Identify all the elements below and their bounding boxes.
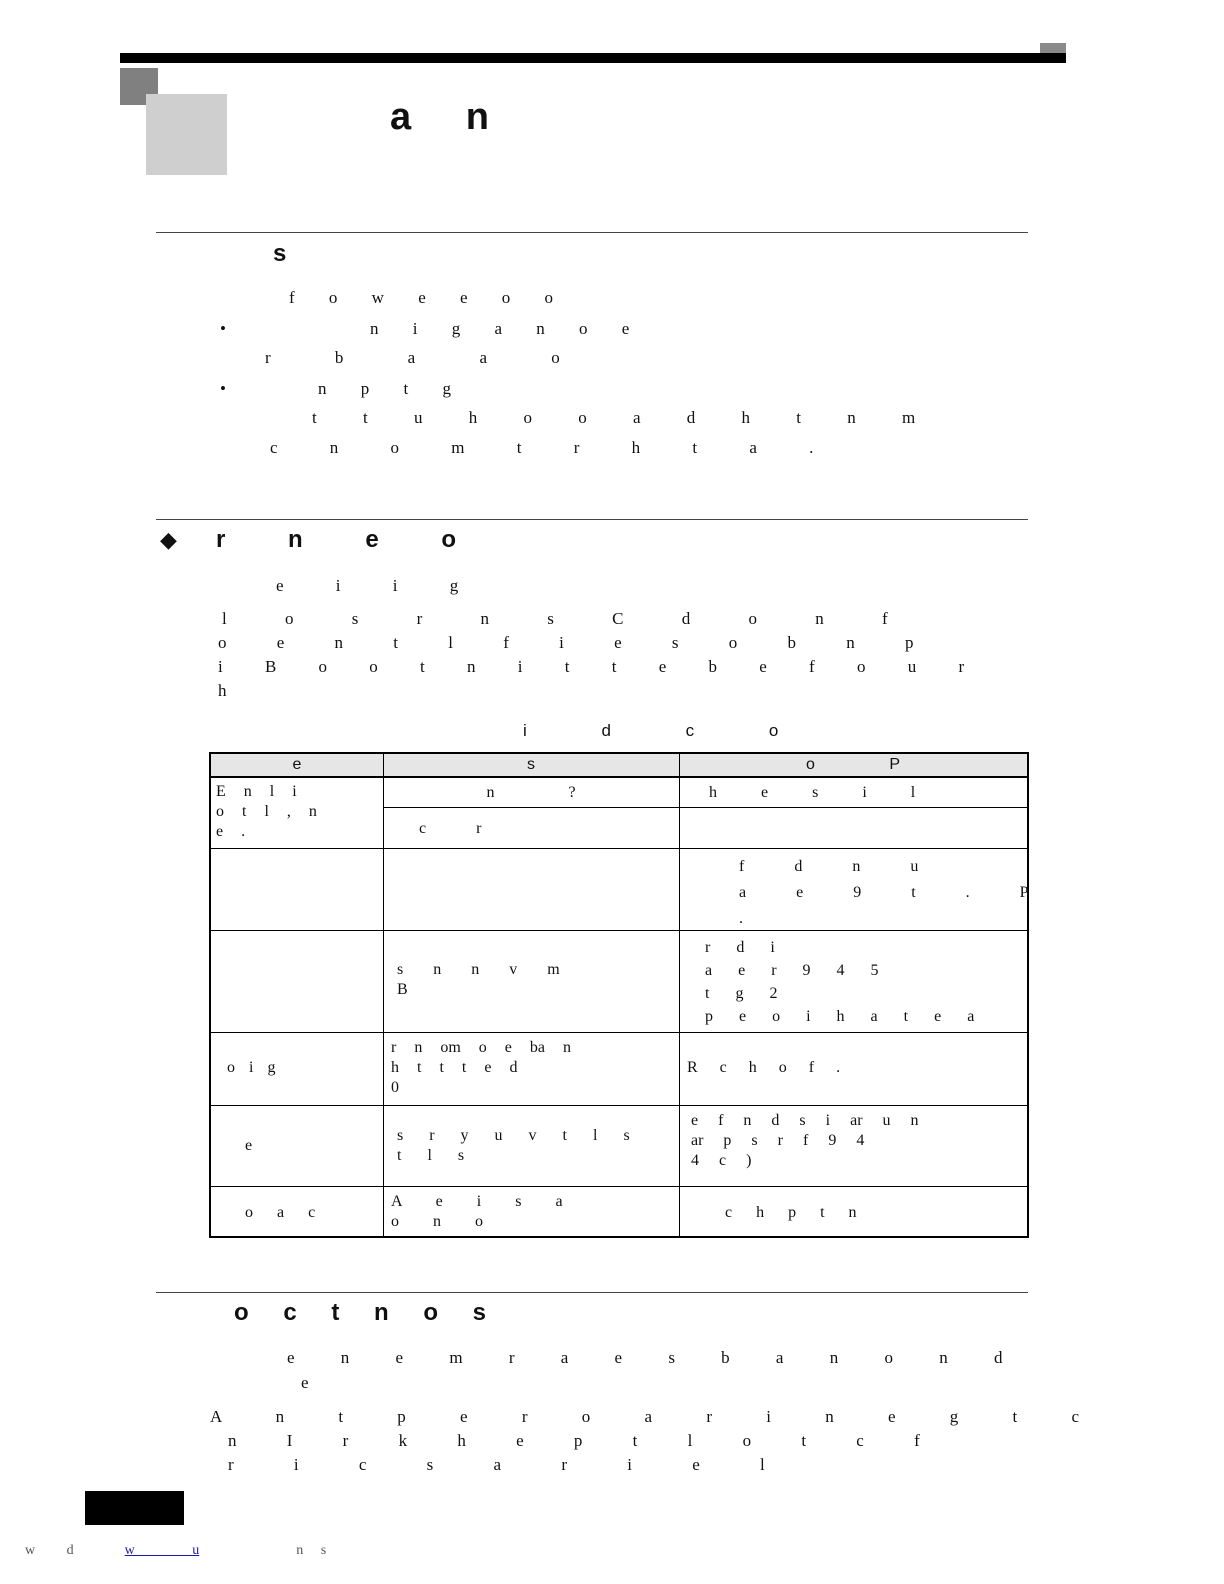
footer	[25, 1543, 326, 1559]
footer-text: n s	[296, 1543, 327, 1558]
table-divider	[383, 807, 1027, 808]
table-divider	[211, 1186, 1027, 1187]
section-rule	[156, 519, 1028, 520]
table-divider	[211, 1105, 1027, 1106]
table-cell: E n l i o t l , n e .	[216, 783, 317, 840]
paragraph-line: o e n t l f i e s o b n p	[218, 633, 914, 652]
table-cell: n ?	[486, 784, 576, 801]
table-cell: f d n u a e 9 t . P .	[739, 858, 1029, 927]
section-rule	[156, 232, 1028, 233]
table-cell: c r	[419, 820, 482, 837]
table-cell: o i g	[227, 1059, 276, 1076]
header-rule	[120, 53, 1066, 63]
paragraph-line: A n t p e r o a r i n e g t c	[210, 1407, 1080, 1426]
table-cell: c h p t n	[725, 1204, 857, 1221]
bullet-marker: •	[220, 319, 226, 338]
table-divider	[679, 754, 680, 1236]
bullet-text: n p t g	[318, 379, 451, 398]
table-header-cell: e	[292, 756, 302, 773]
section-intro: e n e m r a e s b a n o n d	[287, 1348, 1003, 1367]
paragraph-line: n I r k h e p t l o t c f	[228, 1431, 920, 1450]
footer-text: w d	[25, 1543, 74, 1558]
chapter-marker-light	[146, 94, 227, 175]
section-rule	[156, 1292, 1028, 1293]
table-divider	[211, 1032, 1027, 1033]
bullet-marker: •	[220, 379, 226, 398]
diamond-icon: ◆	[160, 527, 177, 552]
paragraph-line: h	[218, 681, 227, 700]
table-divider	[383, 754, 384, 1236]
footer-link[interactable]: w u	[124, 1543, 200, 1558]
paragraph-line: r i c s a r i e l	[228, 1455, 765, 1474]
section-heading: o c t n o s	[234, 1299, 487, 1326]
section-heading: s	[273, 240, 287, 267]
bullet-text: t t u h o o a d h t n m	[312, 408, 916, 427]
corner-tab	[1040, 43, 1066, 53]
bullet-text: r b a a o	[265, 348, 560, 367]
bullet-text: n i g a n o e	[370, 319, 630, 338]
paragraph-line: l o s r n s C d o n f	[222, 609, 888, 628]
table-cell: A e i s a o n o	[391, 1193, 563, 1230]
table-cell: R c h o f .	[687, 1059, 841, 1076]
section-intro: f o w e e o o	[289, 288, 554, 307]
chapter-title: a n	[390, 96, 489, 138]
table-cell: s n n v m B	[397, 961, 560, 998]
table-header-cell: o P	[805, 756, 900, 773]
subheading: e i i g	[276, 576, 459, 595]
table-cell: e	[245, 1137, 253, 1154]
page-number-block	[85, 1491, 184, 1525]
table-cell: r d i a e r 9 4 5 t g 2 p e o i h a t e a	[705, 939, 975, 1025]
paragraph-line: i B o o t n i t t e b e f o u r	[218, 657, 965, 676]
section-heading: r n e o	[216, 526, 457, 553]
table-cell: e f n d s i ar u n ar p s r f 9 4 4 c )	[691, 1112, 919, 1169]
spec-table	[209, 752, 1029, 1238]
table-header-cell: s	[527, 756, 535, 773]
table-cell: s r y u v t l s t l s	[397, 1127, 630, 1164]
table-divider	[211, 848, 1027, 849]
table-cell: o a c	[245, 1204, 316, 1221]
bullet-text: c n o m t r h t a .	[270, 438, 814, 457]
table-cell: r n om o e ba n h t t t e d 0	[391, 1039, 571, 1096]
table-divider	[211, 776, 1027, 778]
table-cell: h e s i l	[709, 784, 916, 801]
table-caption: i d c o	[523, 721, 779, 740]
section-intro: e	[301, 1373, 309, 1392]
